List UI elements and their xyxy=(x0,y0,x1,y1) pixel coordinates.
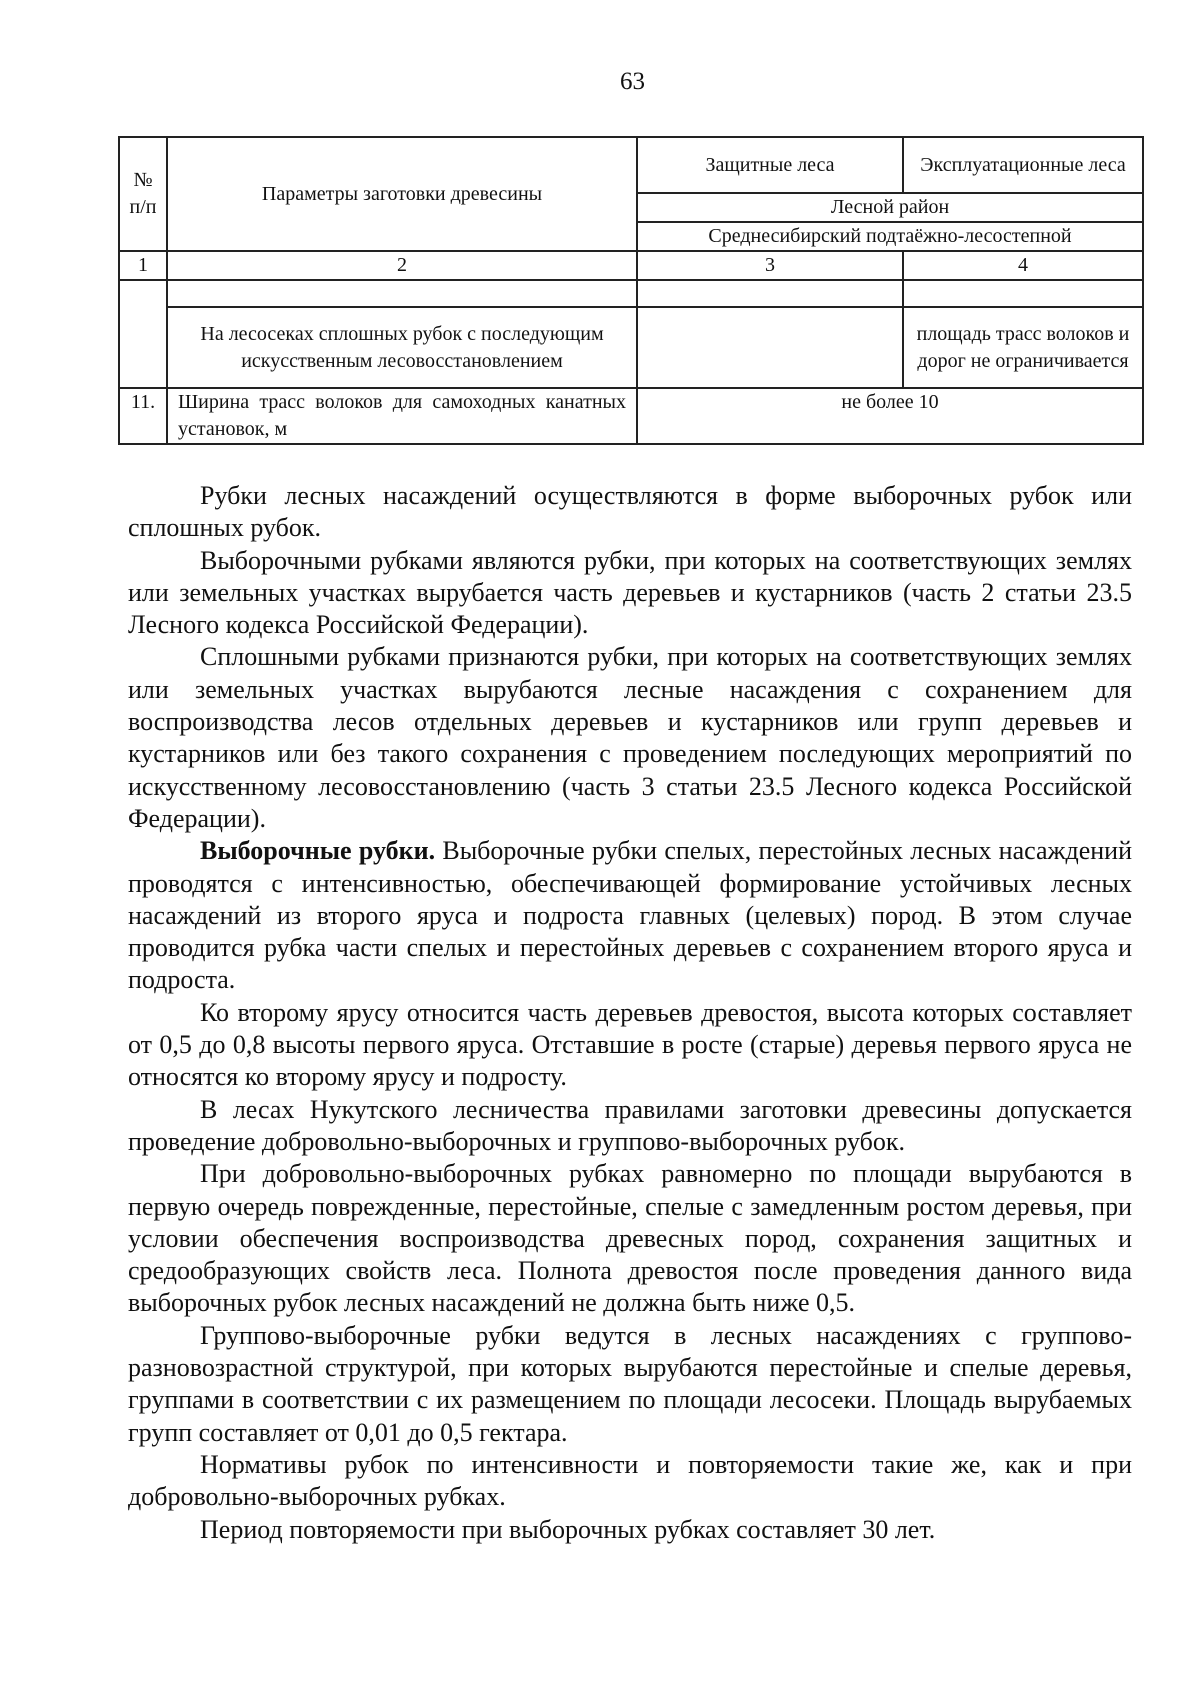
paragraph-text: Группово-выборочные рубки ведутся в лесных насаждениях с группово-разновозрастной структурой, при которых вырубаются перестойные и спелые деревья, группами в соответствии с их размещением по площади лесосеки. Площадь вырубаемых групп составляет от 0,01 до 0,5 гектара. xyxy=(128,1320,1132,1447)
harvest-parameters-table xyxy=(118,136,1144,445)
column-number: 4 xyxy=(903,251,1143,280)
paragraph-text: Рубки лесных насаждений осуществляются в форме выборочных рубок или сплошных рубок. xyxy=(128,481,1132,543)
paragraph-text: Выборочными рубками являются рубки, при которых на соответствующих землях или земельных участках вырубается часть деревьев и кустарников (часть 2 статьи 23.5 Лесного кодекса Российской Федерации). xyxy=(128,545,1132,640)
page-number: 63 xyxy=(620,68,645,95)
row-exploitation-cell xyxy=(903,280,1143,307)
row-merged-value-cell: не более 10 xyxy=(637,388,1143,444)
row-num-cell: 11. xyxy=(119,388,167,444)
paragraph-text: Выборочные рубки спелых, перестойных лесных насаждений проводятся с интенсивностью, обеспечивающей формирование устойчивых лесных насаждений из второго яруса и подроста главных (целевых) пород. В этом случае проводится рубка части спелых и перестойных деревьев с сохранением второго яруса и подроста. xyxy=(128,836,1132,995)
paragraph xyxy=(128,480,1132,545)
header-num: № п/п xyxy=(119,137,167,251)
column-numbers-row xyxy=(119,251,1143,280)
paragraph-bold-lead: Выборочные рубки. xyxy=(200,836,436,866)
paragraph xyxy=(128,1158,1132,1319)
row-param-cell: Ширина трасс волоков для самоходных канатных установок, м xyxy=(167,388,637,444)
paragraph-text: Ко второму ярусу относится часть деревьев древостоя, высота которых составляет от 0,5 до 0,8 высоты первого яруса. Отставшие в росте (старые) деревья первого яруса не относятся ко второму ярусу и подросту. xyxy=(128,997,1132,1092)
paragraph xyxy=(128,1094,1132,1159)
row-protective-cell xyxy=(637,307,903,388)
paragraph-text: Нормативы рубок по интенсивности и повторяемости такие же, как и при добровольно-выборочных рубках. xyxy=(128,1449,1132,1512)
paragraph xyxy=(128,545,1132,642)
paragraph xyxy=(128,997,1132,1094)
body-text xyxy=(128,480,1132,1546)
row-protective-cell xyxy=(637,280,903,307)
column-number: 1 xyxy=(119,251,167,280)
table-row xyxy=(119,280,1143,307)
header-forest-area-label: Лесной район xyxy=(637,193,1143,222)
paragraph-text: Сплошными рубками признаются рубки, при которых на соответствующих землях или земельных участках вырубаются лесные насаждения с сохранением для воспроизводства лесов отдельных деревьев и кустарников или групп деревьев и кустарников или без такого сохранения с проведением последующих мероприятий по искусственному лесовосстановлению (часть 3 статьи 23.5 Лесного кодекса Российской Федерации). xyxy=(128,642,1132,833)
paragraph xyxy=(128,1320,1132,1449)
row-exploitation-cell: площадь трасс волоков и дорог не ограничивается xyxy=(903,307,1143,388)
row-param-cell xyxy=(167,280,637,307)
header-params: Параметры заготовки древесины xyxy=(167,137,637,251)
table-row xyxy=(119,388,1143,444)
paragraph xyxy=(128,641,1132,835)
paragraph xyxy=(128,1449,1132,1514)
table-header-row xyxy=(119,137,1143,193)
paragraph xyxy=(128,1514,1132,1546)
table-row xyxy=(119,307,1143,388)
row-param-cell: На лесосеках сплошных рубок с последующим искусственным лесовосстановлением xyxy=(167,307,637,388)
paragraph-text: Период повторяемости при выборочных рубках составляет 30 лет. xyxy=(200,1514,936,1544)
row-num-cell xyxy=(119,280,167,388)
column-number: 3 xyxy=(637,251,903,280)
column-number: 2 xyxy=(167,251,637,280)
header-forest-area-value: Среднесибирский подтаёжно-лесостепной xyxy=(637,222,1143,251)
header-exploitation: Эксплуатационные леса xyxy=(903,137,1143,193)
paragraph-text: В лесах Нукутского лесничества правилами заготовки древесины допускается проведение добровольно-выборочных и группово-выборочных рубок. xyxy=(128,1094,1132,1156)
paragraph-text: При добровольно-выборочных рубках равномерно по площади вырубаются в первую очередь поврежденные, перестойные, спелые с замедленным ростом деревья, при условии обеспечения воспроизводства древесных пород, сохранения защитных и средообразующих свойств леса. Полнота древостоя после проведения данного вида выборочных рубок лесных насаждений не должна быть ниже 0,5. xyxy=(128,1159,1132,1318)
paragraph xyxy=(128,835,1132,996)
header-protective: Защитные леса xyxy=(637,137,903,193)
